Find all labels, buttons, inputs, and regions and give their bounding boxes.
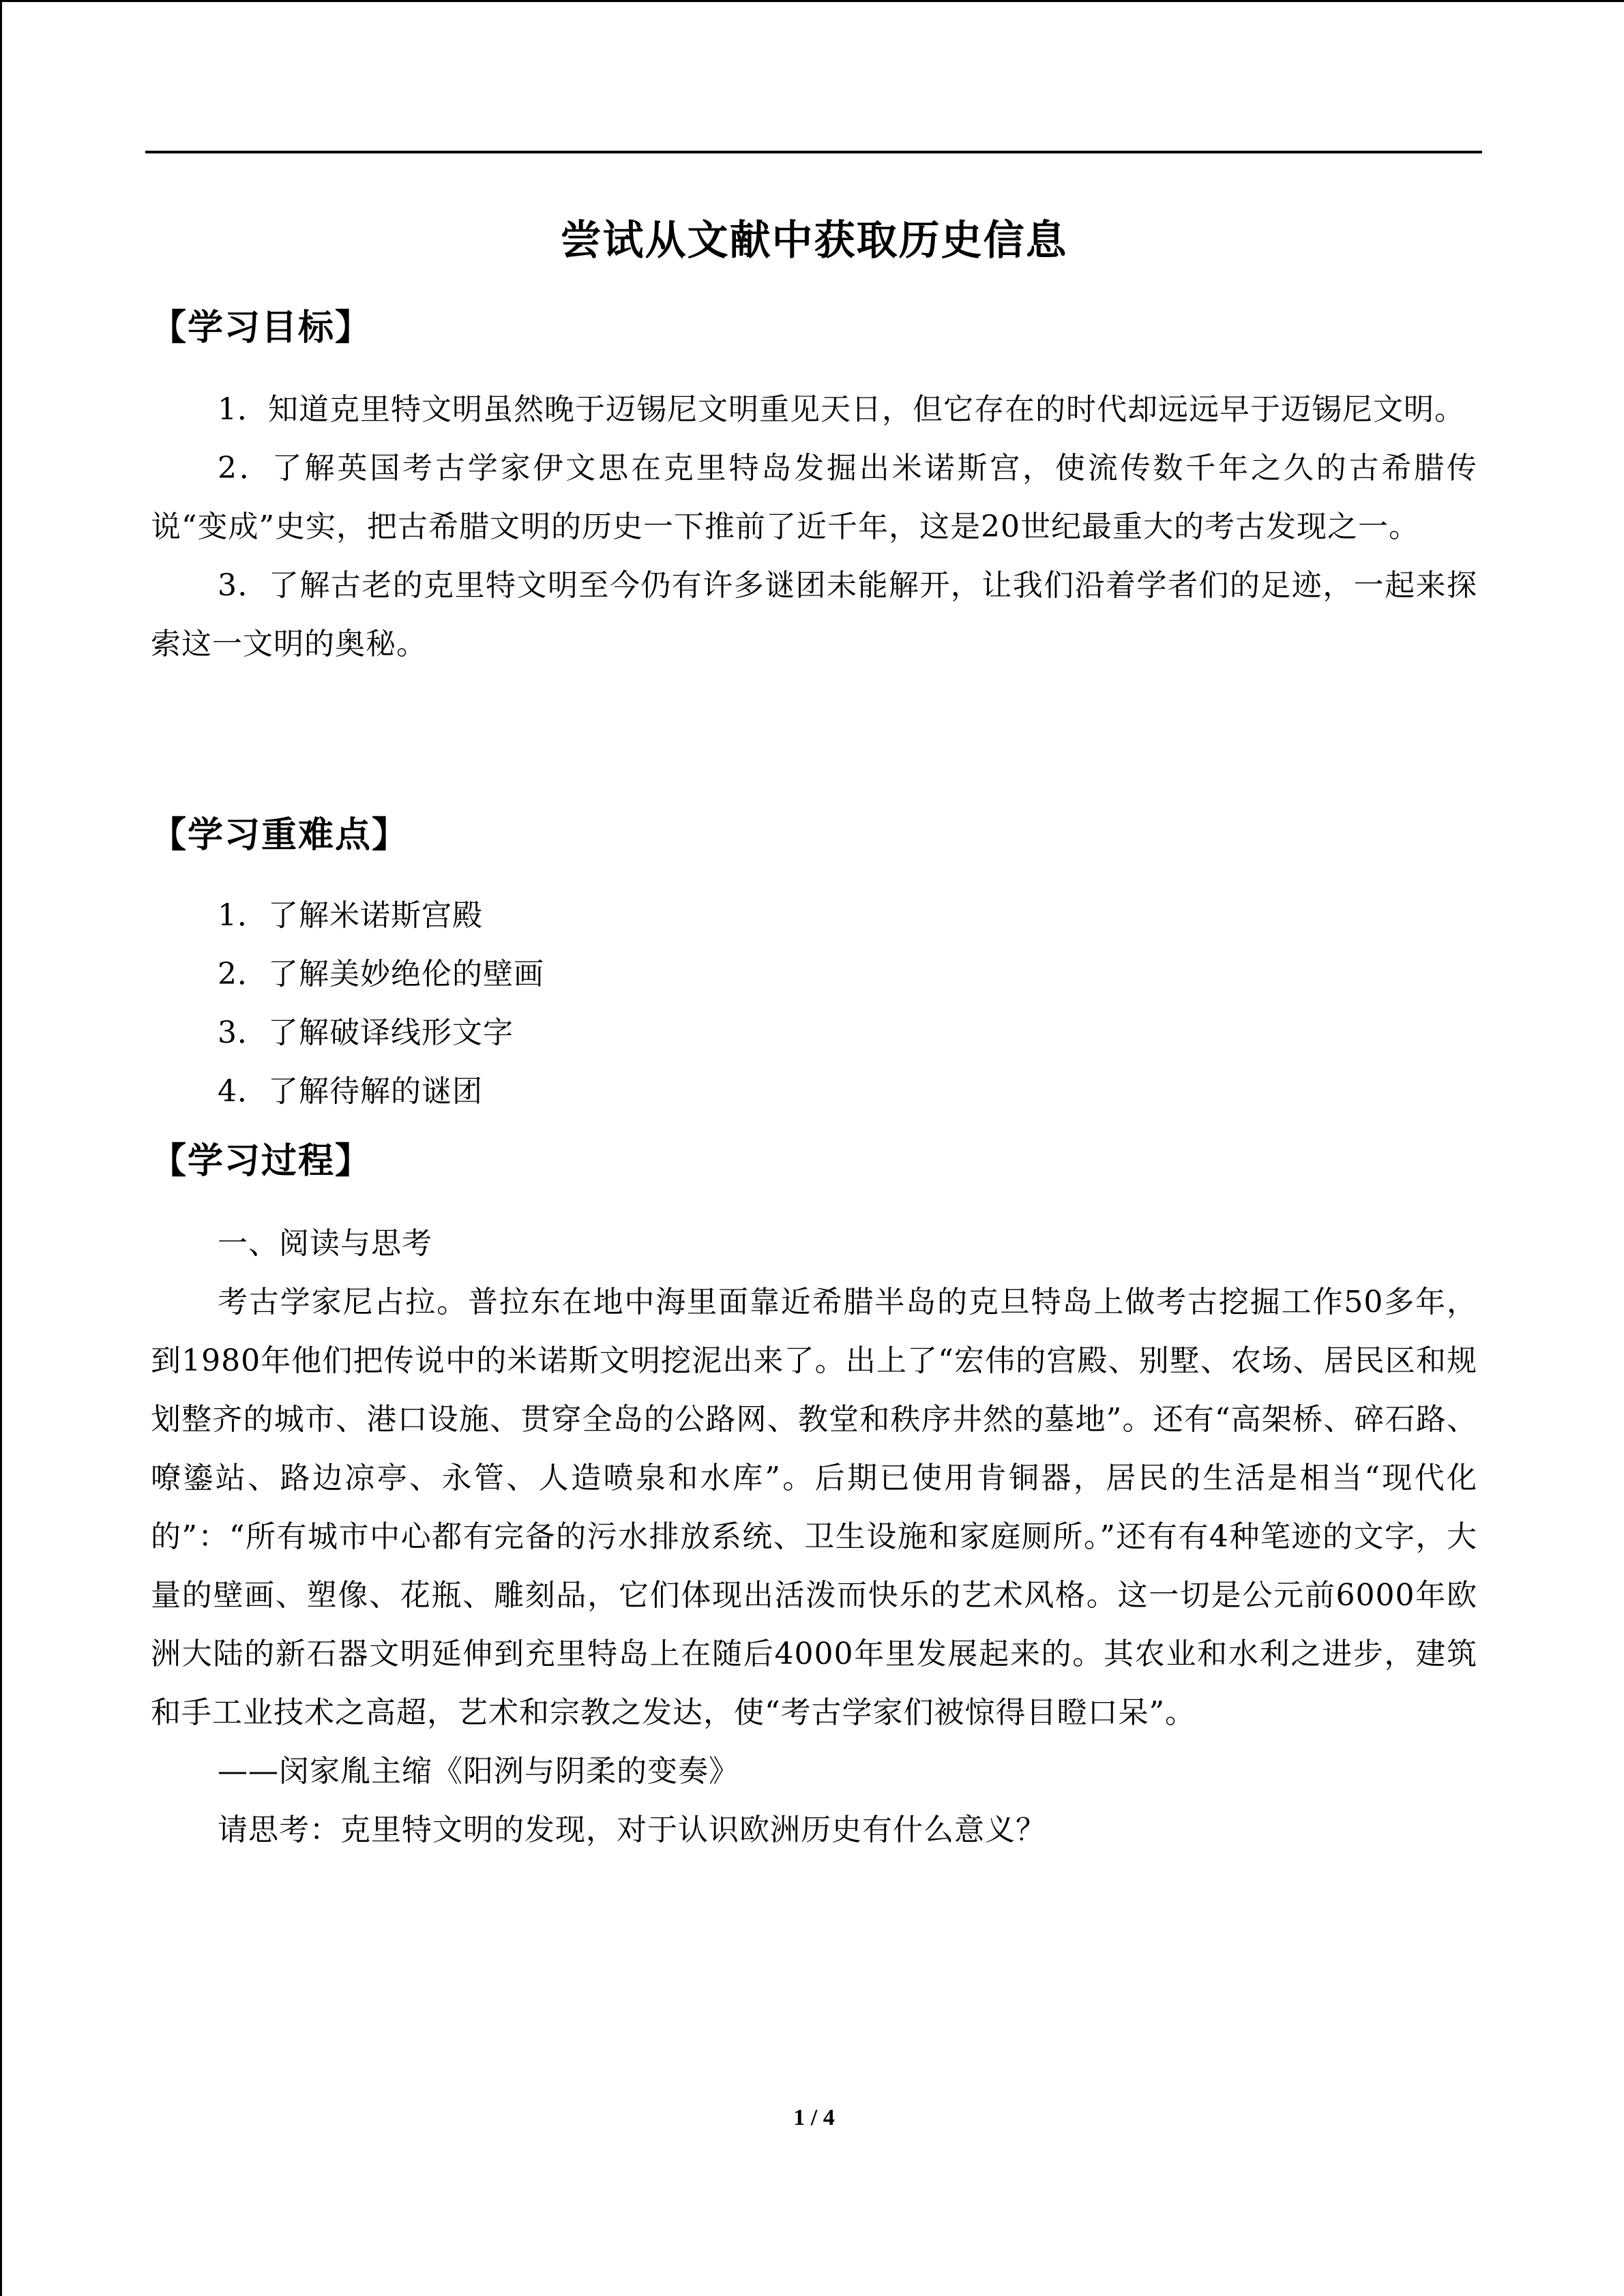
learning-goals-list	[151, 381, 1477, 674]
document-title: 尝试从文献中获取历史信息	[560, 217, 1068, 265]
key-point-item: 3．了解破译线形文字	[218, 1015, 514, 1050]
goal-item: 3．了解古老的克里特文明至今仍有许多谜团未能解开，让我们沿着学者们的足迹，一起来探索这一文明的奥秘。	[151, 568, 1477, 661]
heading-key-points: 【学习重难点】	[151, 815, 409, 856]
key-points-list	[151, 886, 1477, 1121]
think-question: 请思考：克里特文明的发现，对于认识欧洲历史有什么意义？	[218, 1813, 1046, 1847]
passage-source: ——闵家胤主缩《阳洌与阴柔的变奏》	[218, 1754, 739, 1789]
reading-passage: 考古学家尼占拉。普拉东在地中海里面靠近希腊半岛的克旦特岛上做考古挖掘工作50多年，到1980年他们把传说中的米诺斯文明挖泥出来了。出上了“宏伟的宫殿、别墅、农场、居民区和规划整齐的城市、港口设施、贯穿全岛的公路网、教堂和秩序井然的墓地”。还有“高架桥、碎石路、嘹鎏站、路边凉亭、永管、人造喷泉和水库”。后期已使用肯铜器，居民的生活是相当“现代化的”：“所有城市中心都有完备的污水排放系统、卫生设施和家庭厕所。”还有有4种笔迹的文字，大量的壁画、塑像、花瓶、雕刻品，它们体现出活泼而快乐的艺术风格。这一切是公元前6000年欧洲大陆的新石器文明延伸到充里特岛上在随后4000年里发展起来的。其农业和水利之进步，建筑和手工业技术之高超，艺术和宗教之发达，使“考古学家们被惊得目瞪口呆”。	[151, 1285, 1477, 1730]
process-subheading: 一、阅读与思考	[218, 1226, 432, 1261]
heading-learning-process: 【学习过程】	[151, 1141, 372, 1182]
key-point-item: 1．了解米诺斯宫殿	[218, 898, 483, 933]
header-rule	[145, 151, 1482, 153]
key-point-item: 2．了解美妙绝伦的壁画	[218, 957, 544, 992]
learning-process-body	[151, 1214, 1477, 1860]
page-number: 1 / 4	[793, 2105, 835, 2130]
key-point-item: 4．了解待解的谜团	[218, 1074, 483, 1109]
goal-item: 1．知道克里特文明虽然晚于迈锡尼文明重见天日，但它存在的时代却远远早于迈锡尼文明。	[218, 392, 1465, 427]
goal-item: 2．了解英国考古学家伊文思在克里特岛发掘出米诺斯宫，使流传数千年之久的古希腊传说“变成”史实，把古希腊文明的历史一下推前了近千年，这是20世纪最重大的考古发现之一。	[151, 451, 1477, 544]
heading-learning-goals: 【学习目标】	[151, 308, 372, 348]
